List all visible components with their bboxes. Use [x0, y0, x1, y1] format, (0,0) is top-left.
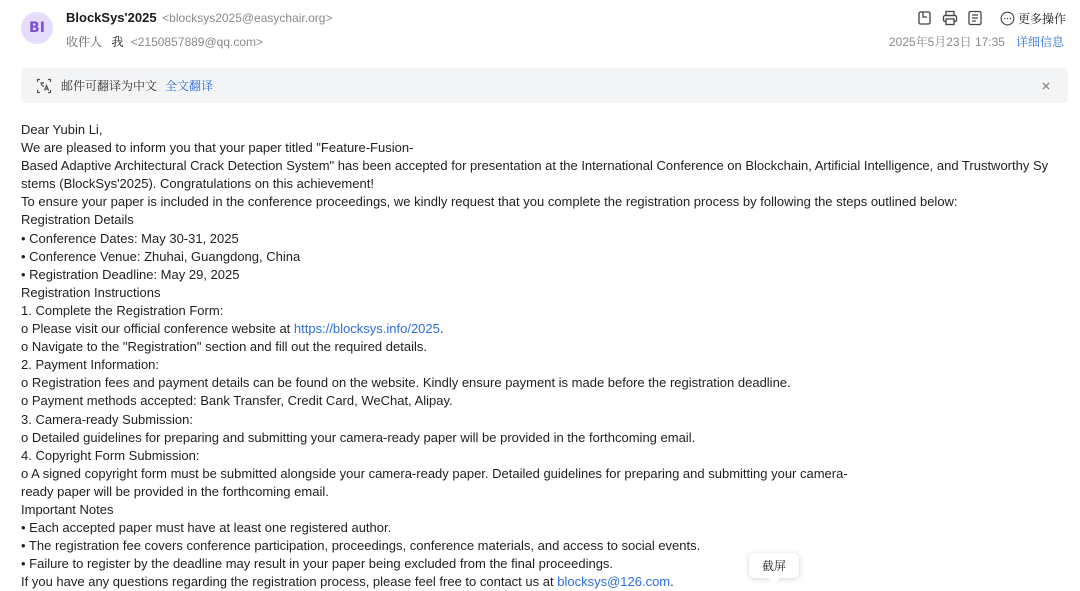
details-link[interactable]: 详细信息	[1015, 35, 1064, 49]
note-item: • Failure to register by the deadline may result in your paper being excluded from the final proceedings.	[21, 556, 614, 572]
full-translate-link[interactable]: 全文翻译	[165, 79, 214, 93]
print-icon[interactable]	[941, 9, 959, 27]
contact-email-link[interactable]: blocksys@126.com	[557, 574, 671, 590]
contact-prefix: If you have any questions regarding the registration process, please feel free to contact us at	[21, 574, 558, 590]
step2-fees: o Registration fees and payment details can be found on the website. Kindly ensure payment is made before the registration deadline.	[21, 375, 791, 391]
step1-navigate: o Navigate to the "Registration" section and fill out the required details.	[21, 339, 427, 355]
notes-icon[interactable]	[966, 9, 984, 27]
body-paragraph-line: Based Adaptive Architectural Crack Detection System" has been accepted for presentation at the International Conference on Blockchain, Artificial Intelligence, and Trustworthy Sy	[21, 158, 1049, 174]
email-body	[21, 121, 1071, 591]
note-item: • Each accepted paper must have at least one registered author.	[21, 520, 392, 536]
greeting: Dear Yubin Li,	[21, 122, 103, 137]
step3-guidelines: o Detailed guidelines for preparing and submitting your camera-ready paper will be provided in the forthcoming email.	[21, 429, 696, 445]
recipient-address[interactable]: <2150857889@qq.com>	[130, 35, 264, 49]
screenshot-tooltip: 截屏	[749, 553, 799, 578]
instructions-heading: Registration Instructions	[21, 284, 161, 300]
step2-methods: o Payment methods accepted: Bank Transfer, Credit Card, WeChat, Alipay.	[21, 393, 453, 409]
close-icon[interactable]	[1040, 79, 1052, 91]
contact-line	[21, 573, 1071, 591]
sender-avatar[interactable]: BI	[21, 12, 53, 44]
more-circle-icon	[1000, 11, 1015, 26]
contact-suffix: .	[670, 574, 674, 590]
step2-title: 2. Payment Information:	[21, 357, 160, 373]
more-actions-label: 更多操作	[1017, 11, 1066, 26]
step1-website-suffix: .	[439, 321, 444, 337]
conference-website-link[interactable]: https://blocksys.info/2025	[293, 321, 440, 337]
email-toolbar	[909, 9, 1066, 27]
step1-website-line	[21, 320, 1071, 338]
step3-title: 3. Camera-ready Submission:	[21, 411, 193, 427]
registration-deadline: • Registration Deadline: May 29, 2025	[21, 266, 240, 282]
recipient-name[interactable]: 我	[111, 35, 124, 49]
step1-title: 1. Complete the Registration Form:	[21, 302, 224, 318]
step4-title: 4. Copyright Form Submission:	[21, 447, 200, 463]
conference-venue: • Conference Venue: Zhuhai, Guangdong, China	[21, 248, 301, 264]
open-in-window-icon[interactable]	[916, 9, 934, 27]
sender-line	[66, 10, 332, 25]
registration-details-heading: Registration Details	[21, 212, 134, 228]
step4-copyright-line1: o A signed copyright form must be submitted alongside your camera-ready paper. Detailed guidelines for preparing and submitting your camera-	[21, 465, 848, 481]
translate-hint: 邮件可翻译为中文	[61, 79, 158, 93]
sender-name[interactable]: BlockSys'2025	[66, 10, 157, 25]
email-meta	[889, 33, 1064, 50]
translate-icon	[36, 78, 52, 94]
conference-dates: • Conference Dates: May 30-31, 2025	[21, 230, 239, 246]
recipient-line	[66, 33, 263, 50]
email-date: 2025年5月23日 17:35	[888, 35, 1005, 49]
body-paragraph-line: To ensure your paper is included in the conference proceedings, we kindly request that you complete the registration process by following the steps outlined below:	[21, 194, 958, 210]
notes-heading: Important Notes	[21, 501, 114, 517]
note-item: • The registration fee covers conference participation, proceedings, conference materials, and access to social events.	[21, 538, 701, 554]
step4-copyright-line2: ready paper will be provided in the forthcoming email.	[21, 483, 329, 499]
sender-address[interactable]: <blocksys2025@easychair.org>	[162, 11, 333, 25]
step1-website-prefix: o Please visit our official conference website at	[21, 321, 294, 337]
email-header	[0, 0, 1080, 60]
body-paragraph-line: stems (BlockSys'2025). Congratulations on this achievement!	[21, 176, 374, 192]
body-paragraph-line: We are pleased to inform you that your paper titled "Feature-Fusion-	[21, 140, 414, 156]
more-actions-button[interactable]	[1000, 10, 1066, 27]
recipient-label: 收件人	[66, 35, 103, 49]
translate-bar	[21, 68, 1068, 103]
